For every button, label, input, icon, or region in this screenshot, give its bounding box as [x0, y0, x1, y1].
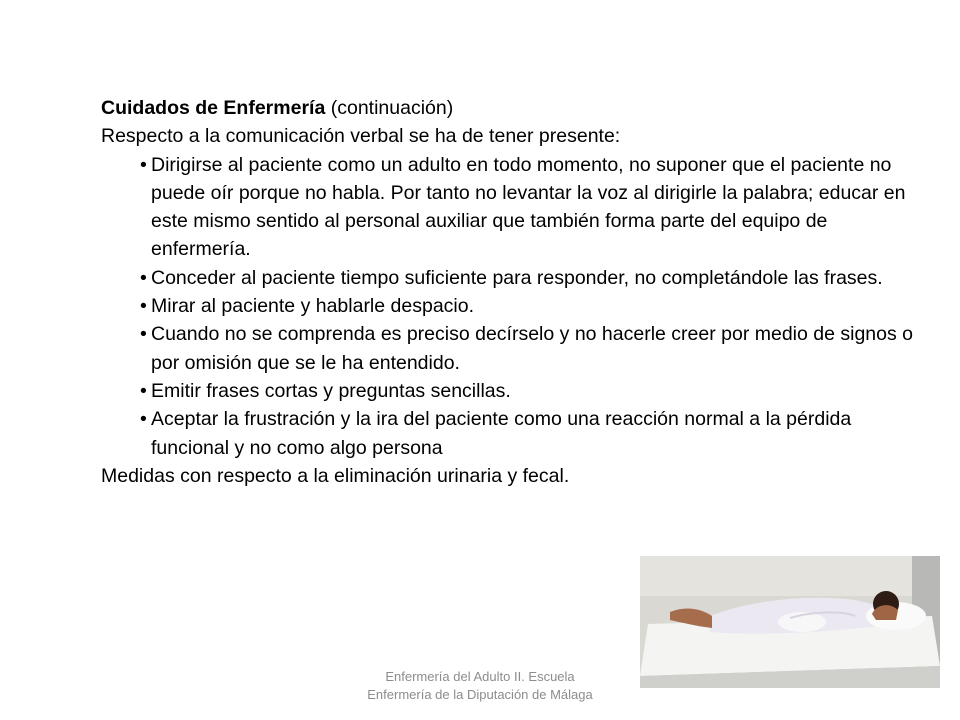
slide-content [101, 94, 931, 490]
patient-lying-prone-icon [640, 556, 940, 688]
title-rest: (continuación) [325, 97, 454, 119]
bullet-item: • Aceptar la frustración y la ira del paciente como una reacción normal a la pérdida funcional y no como algo persona [146, 405, 931, 462]
slide-title [101, 94, 931, 122]
bullet-item: • Dirigirse al paciente como un adulto en todo momento, no suponer que el paciente no puede oír porque no habla. Por tanto no levantar la voz al dirigirle la palabra; educar en este mismo sentido al personal auxiliar que también forma parte del equipo de enfermería. [146, 151, 931, 264]
footer-line-2: Enfermería de la Diputación de Málaga [367, 687, 593, 702]
title-bold: Cuidados de Enfermería [101, 97, 326, 119]
slide-footer [340, 668, 620, 704]
intro-text: Respecto a la comunicación verbal se ha de tener presente: [101, 125, 621, 148]
footer-line-1: Enfermería del Adulto II. Escuela [385, 669, 575, 684]
patient-photo [640, 556, 940, 688]
bullet-list [101, 151, 931, 462]
bullet-item: • Mirar al paciente y hablarle despacio. [146, 292, 931, 320]
closing-text: Medidas con respecto a la eliminación urinaria y fecal. [101, 464, 570, 487]
bullet-item: • Emitir frases cortas y preguntas sencillas. [146, 377, 931, 405]
bullet-item: • Conceder al paciente tiempo suficiente para responder, no completándole las frases. [146, 264, 931, 292]
bullet-item: • Cuando no se comprenda es preciso decírselo y no hacerle creer por medio de signos o por omisión que se le ha entendido. [146, 320, 931, 377]
